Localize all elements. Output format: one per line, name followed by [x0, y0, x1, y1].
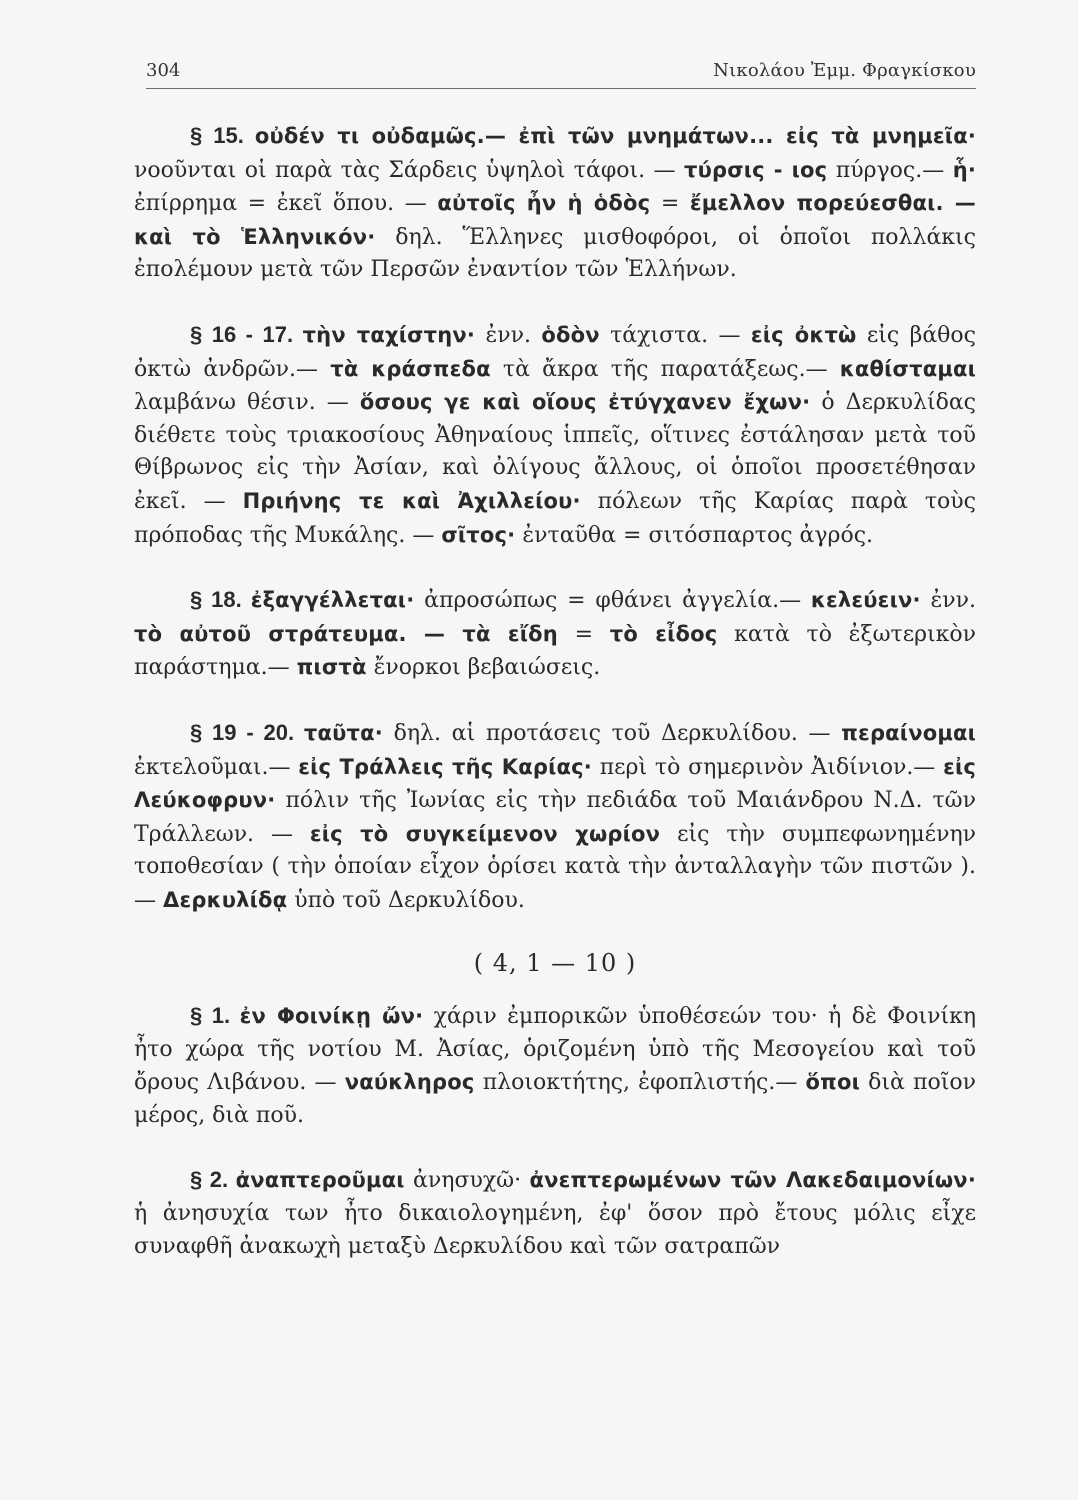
- gloss-text: εἰς βάθος ὀκτὼ ἀνδρῶν.—: [134, 322, 976, 382]
- lemma-term: εἰς Τράλλεις τῆς Καρίας·: [298, 754, 592, 779]
- section-number: § 18.: [190, 587, 251, 613]
- lemma-term: οὐδέν τι οὐδαμῶς.—: [254, 124, 519, 148]
- lemma-term: πιστὰ: [296, 655, 367, 680]
- running-title: Νικολάου Ἐμμ. Φραγκίσκου: [713, 60, 976, 81]
- gloss-text: τάχιστα. —: [599, 322, 751, 348]
- gloss-text: ἐνν.: [920, 588, 976, 614]
- gloss-text: περὶ τὸ σημερινὸν Ἀιδίνιον.—: [591, 754, 944, 780]
- gloss-text: κατὰ τὸ ἐξωτερικὸν παράστημα.—: [134, 621, 977, 681]
- gloss-text: διὰ ποῖον μέρος, διὰ ποῦ.: [134, 1070, 976, 1128]
- gloss-text: ἐνν.: [475, 322, 542, 348]
- section-number: § 1.: [190, 1003, 240, 1029]
- section-number: § 16 - 17.: [190, 321, 303, 347]
- gloss-text: πόλεων τῆς Καρίας παρὰ τοὺς πρόποδας τῆς Μυκάλης. —: [134, 488, 977, 548]
- lemma-term: ταῦτα·: [303, 720, 383, 745]
- page-number: 304: [146, 60, 181, 81]
- gloss-text: ὑπὸ τοῦ Δερκυλίδου.: [287, 887, 525, 913]
- section-number: § 19 - 20.: [190, 719, 304, 745]
- gloss-text: ἀπροσώπως = φθάνει ἀγγελία.—: [414, 588, 811, 614]
- lemma-term: εἰς Λεύκοφρυν·: [134, 754, 977, 813]
- lemma-term: Δερκυλίδᾳ: [163, 887, 288, 912]
- lemma-term: ὅποι: [805, 1070, 860, 1095]
- gloss-text: πλοιοκτήτης, ἐφοπλιστής.—: [474, 1070, 806, 1096]
- gloss-text: εἰς τὴν συμπεφωνημένην τοποθεσίαν ( τὴν ὁποίαν εἶχον ὁρίσει κατὰ τὴν ἀνταλλαγὴν τῶν πιστῶν ).—: [134, 821, 977, 913]
- gloss-text: πόλιν τῆς Ἰωνίας εἰς τὴν πεδιάδα τοῦ Μαιάνδρου Ν.Δ. τῶν Τράλλεων. —: [134, 788, 976, 847]
- section-number: § 2.: [190, 1167, 236, 1193]
- gloss-text: ὁ Δερκυλίδας διέθετε τοὺς τριακοσίους Ἀθηναίους ἱππεῖς, οἵτινες ἐστάλησαν μετὰ τοῦ Θίβρωνος εἰς τὴν Ἀσίαν, καὶ ὀλίγους ἄλλους, οἱ ὁποῖοι προσετέθησαν ἐκεῖ. —: [134, 390, 976, 514]
- gloss-text: πύργος.—: [827, 157, 953, 183]
- lemma-term: τὸ εἶδος: [609, 621, 718, 646]
- gloss-text: λαμβάνω θέσιν. —: [134, 390, 360, 416]
- lemma-term: ἀνεπτερωμένων τῶν Λακεδαιμονίων·: [529, 1168, 976, 1193]
- commentary-paragraph-19-20: [134, 717, 976, 918]
- commentary-paragraph-1: [134, 1000, 976, 1132]
- lemma-term: εἰς ὀκτὼ: [750, 322, 857, 347]
- lemma-term: ἐξαγγέλλεται·: [250, 588, 415, 613]
- section-number: § 15.: [190, 123, 255, 148]
- commentary-body: [134, 120, 976, 1295]
- lemma-term: τὴν ταχίστην·: [302, 322, 476, 347]
- lemma-term: αὐτοῖς ἦν ἡ ὁδὸς: [437, 191, 651, 216]
- gloss-text: =: [650, 191, 690, 217]
- gloss-text: ἐκτελοῦμαι.—: [134, 754, 299, 780]
- lemma-term: ὅσους γε καὶ οἵους ἐτύγχανεν ἔχων·: [359, 390, 811, 415]
- lemma-term: Πριήνης τε καὶ Ἀχιλλείου·: [242, 488, 581, 513]
- lemma-term: ἐπὶ τῶν μνημάτων... εἰς τὰ μνημεῖα·: [518, 124, 976, 148]
- gloss-text: ἐπίρρημα = ἐκεῖ ὅπου. —: [134, 191, 438, 217]
- commentary-paragraph-2: [134, 1164, 976, 1263]
- lemma-term: περαίνομαι: [841, 720, 976, 745]
- lemma-term: ἔμελλον πορεύεσθαι. — καὶ τὸ Ἑλληνικόν·: [134, 191, 977, 249]
- commentary-paragraph-15: [134, 120, 976, 287]
- lemma-term: τὰ κράσπεδα: [330, 356, 491, 381]
- commentary-paragraph-18: [134, 584, 976, 685]
- gloss-text: =: [557, 621, 610, 647]
- lemma-term: καθίσταμαι: [839, 356, 976, 381]
- gloss-text: ἀνησυχῶ·: [404, 1168, 530, 1194]
- lemma-term: ἐν Φοινίκῃ ὤν·: [239, 1004, 424, 1029]
- lemma-term: τὸ αὐτοῦ στράτευμα. — τὰ εἴδη: [134, 621, 558, 646]
- gloss-text: ἐνταῦθα = σιτόσπαρτος ἀγρός.: [515, 522, 874, 548]
- lemma-term: ἀναπτεροῦμαι: [235, 1168, 405, 1193]
- lemma-term: ὁδὸν: [541, 322, 600, 347]
- lemma-term: τύρσις - ιος: [684, 157, 828, 182]
- page-header: [146, 56, 976, 89]
- gloss-text: ἔνορκοι βεβαιώσεις.: [366, 655, 601, 681]
- lemma-term: ἧ·: [952, 157, 977, 182]
- chapter-heading: ( 4, 1 — 10 ): [473, 949, 637, 978]
- gloss-text: δηλ. Ἕλληνες μισθοφόροι, οἱ ὁποῖοι πολλάκις ἐπολέμουν μετὰ τῶν Περσῶν ἐναντίον τῶν Ἑλλήνων.: [134, 224, 976, 283]
- lemma-term: ναύκληρος: [344, 1070, 475, 1095]
- lemma-term: κελεύειν·: [810, 588, 921, 613]
- gloss-text: τὰ ἄκρα τῆς παρατάξεως.—: [490, 356, 840, 382]
- lemma-term: σῖτος·: [441, 522, 516, 547]
- gloss-text: νοοῦνται οἱ παρὰ τὰς Σάρδεις ὑψηλοὶ τάφοι. —: [134, 157, 684, 183]
- gloss-text: ἡ ἀνησυχία των ἦτο δικαιολογημένη, ἐφ' ὅσον πρὸ ἔτους μόλις εἶχε συναφθῆ ἀνακωχὴ μεταξὺ Δερκυλίδου καὶ τῶν σατραπῶν: [134, 1201, 976, 1259]
- commentary-paragraph-16-17: [134, 319, 976, 552]
- gloss-text: χάριν ἐμπορικῶν ὑποθέσεών του· ἡ δὲ Φοινίκη ἦτο χώρα τῆς νοτίου Μ. Ἀσίας, ὁριζομένη ὑπὸ τῆς Μεσογείου καὶ τοῦ ὄρους Λιβάνου. —: [134, 1004, 976, 1096]
- lemma-term: εἰς τὸ συγκείμενον χωρίον: [309, 821, 661, 846]
- gloss-text: δηλ. αἱ προτάσεις τοῦ Δερκυλίδου. —: [382, 720, 842, 746]
